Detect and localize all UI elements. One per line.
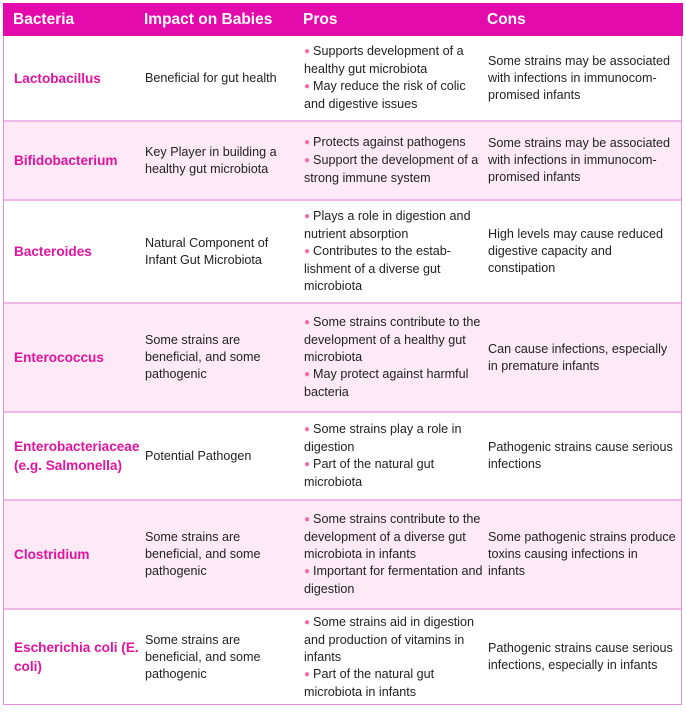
bullet-icon: ● <box>304 424 311 435</box>
cons-text: Pathogenic strains cause serious infections, especially in infants <box>488 641 673 672</box>
header-impact: Impact on Babies <box>144 11 273 28</box>
impact-text: Beneficial for gut health <box>145 70 277 85</box>
pros-item: ● Protects against pathogens <box>304 135 466 149</box>
bullet-icon: ● <box>304 211 311 222</box>
pros-cell <box>304 36 484 120</box>
pros-item: ● Important for fermentation and digestion <box>304 564 483 596</box>
bacteria-name: Escherichia coli (E. coli) <box>14 640 139 674</box>
bullet-icon: ● <box>304 137 311 148</box>
pros-cell <box>304 122 484 199</box>
header-pros: Pros <box>303 11 338 28</box>
bullet-icon: ● <box>304 246 311 257</box>
pros-item: ● Some strains contribute to the development of a diverse gut microbiota in infants <box>304 512 481 561</box>
table-header <box>3 3 683 36</box>
header-cons: Cons <box>487 11 526 28</box>
bullet-icon: ● <box>304 46 311 57</box>
table-row <box>4 411 681 499</box>
impact-text: Natural Component of Infant Gut Microbiota <box>145 235 269 267</box>
impact-text: Potential Pathogen <box>145 448 252 463</box>
pros-cell <box>304 610 484 704</box>
bullet-icon: ● <box>304 155 311 166</box>
pros-cell <box>304 501 484 608</box>
pros-item: ● Part of the natural gut microbiota in infants <box>304 666 435 699</box>
table-row <box>4 199 681 302</box>
bullet-icon: ● <box>304 81 311 92</box>
cons-text: Can cause infections, especially in premature infants <box>488 341 668 373</box>
cons-text: Some strains may be associated with infections in immunocom-promised infants <box>488 53 670 102</box>
bullet-icon: ● <box>304 514 311 525</box>
cons-text: Some strains may be associated with infections in immunocom-promised infants <box>488 136 670 184</box>
pros-item: ● Some strains contribute to the development of a healthy gut microbiota <box>304 315 481 364</box>
cons-text: Some pathogenic strains produce toxins causing infections in infants <box>488 530 676 578</box>
bacteria-name: Enterococcus <box>14 350 104 365</box>
pros-cell <box>304 304 484 411</box>
bacteria-name: Clostridium <box>14 547 90 562</box>
header-bacteria: Bacteria <box>13 11 75 28</box>
pros-item: ● May reduce the risk of colic and digestive issues <box>304 79 466 111</box>
impact-text: Some strains are beneficial, and some pathogenic <box>145 530 261 578</box>
table-row <box>4 302 681 411</box>
pros-item: ● Plays a role in digestion and nutrient absorption <box>304 209 471 241</box>
bacteria-name: Enterobacteriaceae (e.g. Salmonella) <box>14 439 140 473</box>
bacteria-name: Bifidobacterium <box>14 153 118 168</box>
cons-text: High levels may cause reduced digestive capacity and constipation <box>488 227 664 275</box>
impact-text: Some strains are beneficial, and some pathogenic <box>145 632 261 681</box>
table-row <box>4 608 681 704</box>
bacteria-table <box>3 3 682 705</box>
bacteria-name: Lactobacillus <box>14 70 101 86</box>
pros-item: ● May protect against harmful bacteria <box>304 367 469 399</box>
pros-item: ● Some strains aid in digestion and production of vitamins in infants <box>304 614 475 664</box>
bullet-icon: ● <box>304 317 311 328</box>
pros-item: ● Part of the natural gut microbiota <box>304 457 435 489</box>
cons-text: Pathogenic strains cause serious infections <box>488 440 673 471</box>
pros-cell <box>304 201 484 302</box>
pros-item: ● Some strains play a role in digestion <box>304 422 462 454</box>
bacteria-name: Bacteroides <box>14 244 92 259</box>
pros-item: ● Contributes to the estab-lishment of a diverse gut microbiota <box>304 244 451 293</box>
impact-text: Some strains are beneficial, and some pathogenic <box>145 333 261 381</box>
pros-item: ● Supports development of a healthy gut microbiota <box>304 44 464 76</box>
bullet-icon: ● <box>304 369 311 380</box>
bullet-icon: ● <box>304 566 311 577</box>
bullet-icon: ● <box>304 459 311 470</box>
impact-text: Key Player in building a healthy gut microbiota <box>145 144 277 176</box>
table-row <box>4 499 681 608</box>
pros-item: ● Support the development of a strong immune system <box>304 153 479 185</box>
bullet-icon: ● <box>304 668 311 680</box>
table-row <box>4 120 681 199</box>
bullet-icon: ● <box>304 616 311 628</box>
pros-cell <box>304 413 484 499</box>
table-row <box>4 36 681 120</box>
